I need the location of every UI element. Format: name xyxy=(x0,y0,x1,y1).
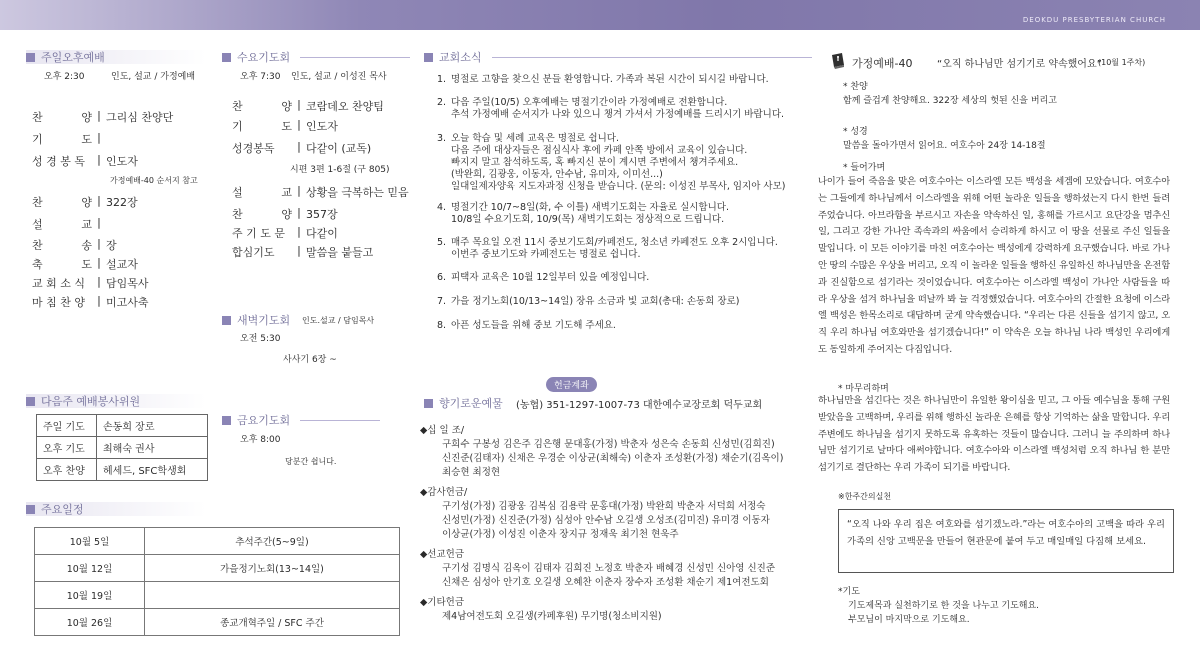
order-row xyxy=(32,294,149,310)
news-text: 피택자 교육은 10월 12일부터 있을 예정입니다. xyxy=(451,272,650,283)
sunday-pm-note: 가정예배-40 순서지 참고 xyxy=(110,176,198,185)
schedule-date: 10월 5일 xyxy=(35,528,145,555)
order-label xyxy=(32,131,92,147)
news-text: 명절로 고향을 찾으신 분들 환영합니다. 가족과 복된 시간이 되시길 바랍니다. xyxy=(451,74,769,85)
schedule-event: 가을정기노회(13~14일) xyxy=(145,555,400,582)
news-text: 가을 정기노회(10/13~14일) 장유 소금과 빛 교회(총대: 손동희 장로) xyxy=(451,296,740,307)
duty-person: 헤세드, SFC학생회 xyxy=(97,459,208,481)
order-separator: | xyxy=(297,98,301,111)
section-title: 새벽기도회 xyxy=(237,314,291,327)
order-row xyxy=(32,131,106,147)
order-label: 성경봉독 xyxy=(232,142,275,155)
friday-time: 오후 8:00 xyxy=(240,435,281,445)
order-label-char: 양 xyxy=(281,208,292,221)
table-row xyxy=(35,528,400,555)
order-value: 그리심 찬양단 xyxy=(106,111,174,124)
offering-names: 제4남여전도회 오길생(카페후원) 무기명(청소비지원) xyxy=(442,611,662,622)
news-number: 7. xyxy=(437,296,447,307)
news-text: 빠지지 말고 참석하도록, 혹 빠지신 분이 계시면 주변에서 챙겨주세요. xyxy=(451,157,739,168)
order-value: 다같이 (교독) xyxy=(306,142,372,155)
wednesday-reading: 시편 3편 1-6절 (구 805) xyxy=(290,165,390,175)
table-row xyxy=(35,609,400,636)
order-label-char: 교 xyxy=(81,218,92,231)
order-label-char: 찬 xyxy=(32,239,43,252)
order-label: 합심기도 xyxy=(232,246,275,259)
offering-names: 이상균(가정) 이성진 이춘자 장지규 정재욱 최기천 현욱주 xyxy=(442,529,679,540)
friday-heading xyxy=(222,413,380,427)
order-value: 말씀을 붙들고 xyxy=(306,246,374,259)
order-separator: | xyxy=(97,237,101,250)
order-label xyxy=(232,184,292,200)
news-text: 다음 주에 대상자들은 점심식사 후에 카페 안쪽 방에서 교육이 있습니다. xyxy=(451,145,748,156)
schedule-heading xyxy=(26,502,206,516)
order-label-char: 양 xyxy=(81,196,92,209)
order-label-char: 찬 xyxy=(232,208,243,221)
section-title: 다음주 예배봉사위원 xyxy=(41,395,141,408)
dawn-leaders: 인도.설교 / 담임목사 xyxy=(302,316,375,325)
order-row xyxy=(232,98,384,114)
order-label-char: 기 xyxy=(232,120,243,133)
section-marker-icon xyxy=(222,316,231,325)
order-row xyxy=(32,153,138,169)
news-number: 3. xyxy=(437,133,447,144)
offering-names: 구기성(가정) 김광웅 김복심 김용락 문홍대(가정) 박완희 박춘자 서덕희 서정숙 xyxy=(442,501,766,512)
table-row xyxy=(37,459,208,481)
schedule-date: 10월 12일 xyxy=(35,555,145,582)
order-label-char: 기 xyxy=(32,133,43,146)
order-row xyxy=(232,118,338,134)
order-label-char: 교 xyxy=(281,186,292,199)
order-value: 다같이 xyxy=(306,227,338,240)
section-marker-icon xyxy=(26,53,35,62)
order-row xyxy=(32,109,173,125)
news-text: 명절기간 10/7~8일(화, 수 이틀) 새벽기도회는 자율로 실시합니다. xyxy=(451,202,729,213)
offering-heading-line: ◆기타헌금 xyxy=(420,597,465,608)
order-label xyxy=(32,256,92,272)
schedule-event: 추석주간(5~9일) xyxy=(145,528,400,555)
sunday-pm-heading xyxy=(26,50,206,64)
closing-text: 하나님만을 섬긴다는 것은 하나님만이 유일한 왕이심을 믿고, 그 아들 예수님을 통해 구원받았음을 고백하며, 우리를 위해 행하신 놀라운 은혜를 항상 기억하는 삶을 말합니다. 우리 주변에도 하나님을 섬기지 못하도록 유혹하는 것들이 많습니다. 그러니 늘 주의하며 하나님만 섬기기로 날마다 애써야합니다. 여호수아와 이스라엘 백성처럼 오직 하나님 한 분만 섬기기로 결단하는 우리 가족이 되기를 바랍니다. xyxy=(818,395,1170,474)
news-text: (박완희, 김광웅, 이동자, 안수남, 유미자, 이미선...) xyxy=(451,169,663,180)
order-label xyxy=(32,194,92,210)
order-label xyxy=(32,216,92,232)
table-row xyxy=(37,437,208,459)
section-title: 금요기도회 xyxy=(237,414,291,427)
wednesday-leaders: 인도, 설교 / 이성진 목사 xyxy=(291,72,387,82)
news-text: 다음 주일(10/5) 오후예배는 명절기간이라 가정예배로 전환합니다. xyxy=(451,97,728,108)
opening-heading: * 들어가며 xyxy=(843,163,886,173)
offering-names: 최승현 최정현 xyxy=(442,467,501,478)
order-label-char: 설 xyxy=(232,186,243,199)
order-row xyxy=(32,216,106,232)
order-label-char: 찬 xyxy=(232,100,243,113)
offering-names: 구기성 김명식 김옥이 김태자 김희진 노정호 박춘자 배혜경 신성민 신아영 신진준 xyxy=(442,563,776,574)
section-title: 주일오후예배 xyxy=(41,51,105,64)
weekly-heading: ※한주간의실천 xyxy=(838,492,892,501)
offering-names: 신채은 심성아 안기호 오길생 오혜찬 이춘자 장수자 조성환 채순기 제1여전도회 xyxy=(442,577,769,588)
order-label: 교 회 소 식 xyxy=(32,277,85,290)
schedule-date: 10월 26일 xyxy=(35,609,145,636)
account-pill: 헌금계좌 xyxy=(546,377,597,392)
order-row xyxy=(32,275,149,291)
order-value: 322장 xyxy=(106,196,138,209)
order-label: 주 기 도 문 xyxy=(232,227,285,240)
order-row xyxy=(32,256,138,272)
order-label-char: 도 xyxy=(281,120,292,133)
next-duty-table xyxy=(36,414,208,481)
order-value: 인도자 xyxy=(106,155,138,168)
section-marker-icon xyxy=(424,399,433,408)
offering-heading-line: ◆선교헌금 xyxy=(420,549,465,560)
news-number: 4. xyxy=(437,202,447,213)
news-number: 5. xyxy=(437,237,447,248)
sunday-pm-time: 오후 2:30 xyxy=(44,72,85,82)
section-title: 주요일정 xyxy=(41,503,84,516)
header-band xyxy=(0,0,1200,30)
news-text: 매주 목요일 오전 11시 중보기도회/카페전도, 청소년 카페전도 오후 2시입니다. xyxy=(451,237,778,248)
order-label xyxy=(232,98,292,114)
order-row xyxy=(232,184,409,200)
order-separator: | xyxy=(297,118,301,131)
news-text: 아픈 성도들을 위해 중보 기도해 주세요. xyxy=(451,320,616,331)
duty-role: 오후 기도 xyxy=(37,437,97,459)
order-label xyxy=(232,206,292,222)
table-row xyxy=(35,555,400,582)
news-number: 2. xyxy=(437,97,447,108)
offering-heading xyxy=(424,396,503,410)
family-title: 가정예배-40 xyxy=(852,57,913,70)
news-number: 1. xyxy=(437,74,447,85)
news-text: 추석 가정예배 순서지가 나와 있으니 챙겨 가셔서 가정예배를 드리시기 바랍니다. xyxy=(451,109,785,120)
offering-heading-line: ◆십 일 조/ xyxy=(420,425,465,436)
order-separator: | xyxy=(97,131,101,144)
friday-note: 당분간 쉽니다. xyxy=(285,457,337,466)
weekly-practice-box: “오직 나와 우리 집은 여호와를 섬기겠노라.”라는 여호수아의 고백을 따라 우리 가족의 신앙 고백문을 만들어 현관문에 붙여 두고 매일매일 다짐해 보세요. xyxy=(838,509,1174,573)
prayer-line: 부모님이 마지막으로 기도해요. xyxy=(848,615,970,625)
news-number: 6. xyxy=(437,272,447,283)
order-label-char: 찬 xyxy=(32,196,43,209)
table-row xyxy=(35,582,400,609)
schedule-date: 10월 19일 xyxy=(35,582,145,609)
order-label-char: 축 xyxy=(32,258,43,271)
news-text: 이번주 중보기도와 카페전도는 명절로 쉽니다. xyxy=(451,249,641,260)
duty-role: 주일 기도 xyxy=(37,415,97,437)
order-separator: | xyxy=(297,184,301,197)
order-separator: | xyxy=(297,225,301,238)
bible-text: 말씀을 돌아가면서 읽어요. 여호수아 24장 14-18절 xyxy=(843,141,1046,151)
section-title: 수요기도회 xyxy=(237,51,291,64)
dawn-time: 오전 5:30 xyxy=(240,334,281,344)
bible-heading: * 성경 xyxy=(843,127,868,137)
church-name: DEOKDU PRESBYTERIAN CHURCH xyxy=(1022,16,1166,24)
order-row xyxy=(232,140,371,156)
order-separator: | xyxy=(97,153,101,166)
order-label-char: 양 xyxy=(281,100,292,113)
sunday-pm-leaders: 인도, 설교 / 가정예배 xyxy=(111,72,196,82)
order-label xyxy=(32,109,92,125)
closing-heading: * 마무리하며 xyxy=(838,384,889,394)
order-value: 미고사축 xyxy=(106,296,149,309)
table-row xyxy=(37,415,208,437)
order-value: 상황을 극복하는 믿음 xyxy=(306,186,409,199)
praise-text: 함께 즐겁게 찬양해요. 322장 세상의 헛된 신을 버리고 xyxy=(843,96,1057,106)
order-label xyxy=(32,237,92,253)
duty-role: 오후 찬양 xyxy=(37,459,97,481)
order-label-char: 설 xyxy=(32,218,43,231)
order-value: 설교자 xyxy=(106,258,138,271)
prayer-line: 기도제목과 실천하기로 한 것을 나누고 기도해요. xyxy=(848,601,1040,611)
order-label-char: 송 xyxy=(81,239,92,252)
order-value: 담임목사 xyxy=(106,277,149,290)
news-text: 일대일제자양육 지도자과정 신청을 받습니다. (문의: 이성진 부목사, 임지아 사모) xyxy=(451,181,786,192)
wednesday-time: 오후 7:30 xyxy=(240,72,281,82)
order-separator: | xyxy=(97,216,101,229)
order-label-char: 찬 xyxy=(32,111,43,124)
section-marker-icon xyxy=(424,53,433,62)
section-marker-icon xyxy=(222,53,231,62)
order-separator: | xyxy=(97,294,101,307)
opening-text: 나이가 들어 죽음을 맞은 여호수아는 이스라엘 모든 백성을 세겜에 모았습니다. 여호수아는 그들에게 하나님께서 이스라엘을 위해 어떤 놀라운 일들을 행하셨는지 다시 한번 들려주었습니다. 아브라함을 부르시고 자손을 약속하신 일, 홍해를 가르시고 요단강을 멈추신 일, 그리고 강한 가나안 족속과의 싸움에서 승리하게 하시고 이 땅을 선물로 주신 일들을 말입니다. 이 모든 이야기를 마친 여호수아는 백성에게 강력하게 요구했습니다. 바로 가나안 땅의 수많은 우상을 버리고, 오직 이 놀라운 일들을 행하신 유일하신 하나님만을 온전함과 진실함으로 섬기라는 것이었습니다. 여호수아는 이스라엘 백성이 가나안 사람들을 따라 우상을 섬겨 하나님을 떠날까 봐 늘 걱정했었습니다. 여호수아의 간절한 요청에 이스라엘 백성은 한목소리로 대답하며 굳게 약속했습니다. “우리는 다른 신들을 섬기지 않고, 오직 우리 하나님 여호와만을 섬기겠습니다!” 이 약속은 오늘 하나님 나라 백성인 우리에게도 동일하게 주어지는 다짐입니다. xyxy=(818,176,1170,355)
offering-names: 신성민(가정) 신진준(가정) 심성아 안수남 오길생 오성조(김미진) 유미경 이동자 xyxy=(442,515,770,526)
order-separator: | xyxy=(97,275,101,288)
family-subtitle: “오직 하나님만 섬기기로 약속했어요” xyxy=(937,59,1102,70)
order-label-char: 양 xyxy=(81,111,92,124)
schedule-event: 종교개혁주일 / SFC 주간 xyxy=(145,609,400,636)
news-heading xyxy=(424,50,812,64)
prayer-heading: *기도 xyxy=(838,587,860,597)
next-duty-heading xyxy=(26,394,206,408)
order-row xyxy=(232,244,373,260)
order-separator: | xyxy=(297,244,301,257)
section-marker-icon xyxy=(26,397,35,406)
news-text: 오늘 학습 및 세례 교육은 명절로 쉽니다. xyxy=(451,133,619,144)
order-value: 장 xyxy=(106,239,117,252)
family-week: (10월 1주차) xyxy=(1098,58,1146,67)
order-row xyxy=(32,237,117,253)
offering-names: 구희수 구봉성 김은주 김은행 문대홍(가정) 박춘자 성은숙 손동희 신성민(김희진) xyxy=(442,439,775,450)
bank-account: (농협) 351-1297-1007-73 대한예수교장로회 덕두교회 xyxy=(516,400,763,411)
order-separator: | xyxy=(297,140,301,153)
duty-person: 최해숙 권사 xyxy=(97,437,208,459)
order-label: 성 경 봉 독 xyxy=(32,155,85,168)
section-marker-icon xyxy=(222,416,231,425)
order-label xyxy=(232,118,292,134)
schedule-event xyxy=(145,582,400,609)
order-separator: | xyxy=(297,206,301,219)
praise-heading: * 찬양 xyxy=(843,82,868,92)
schedule-table xyxy=(34,527,400,636)
order-value: 코람데오 찬양팀 xyxy=(306,100,384,113)
offering-heading-line: ◆감사헌금/ xyxy=(420,487,468,498)
offering-names: 신진준(김태자) 신채은 우경순 이상균(최해숙) 이춘자 조성환(가정) 채순기(김옥이) xyxy=(442,453,784,464)
order-label-char: 도 xyxy=(81,133,92,146)
order-row xyxy=(32,194,138,210)
duty-person: 손동희 장로 xyxy=(97,415,208,437)
news-number: 8. xyxy=(437,320,447,331)
section-title: 교회소식 xyxy=(439,51,482,64)
bible-icon xyxy=(829,52,847,70)
order-row xyxy=(232,225,338,241)
news-text: 10/8일 수요기도회, 10/9(목) 새벽기도회는 정상적으로 드립니다. xyxy=(451,214,725,225)
order-row xyxy=(232,206,338,222)
wednesday-heading xyxy=(222,50,410,64)
dawn-heading xyxy=(222,313,375,327)
order-separator: | xyxy=(97,256,101,269)
dawn-note: 사사기 6장 ~ xyxy=(283,355,337,365)
order-separator: | xyxy=(97,194,101,207)
order-separator: | xyxy=(97,109,101,122)
section-marker-icon xyxy=(26,505,35,514)
section-title: 향기로운예물 xyxy=(439,397,503,410)
order-label-char: 도 xyxy=(81,258,92,271)
order-label: 마 침 찬 양 xyxy=(32,296,85,309)
order-value: 357장 xyxy=(306,208,338,221)
order-value: 인도자 xyxy=(306,120,338,133)
